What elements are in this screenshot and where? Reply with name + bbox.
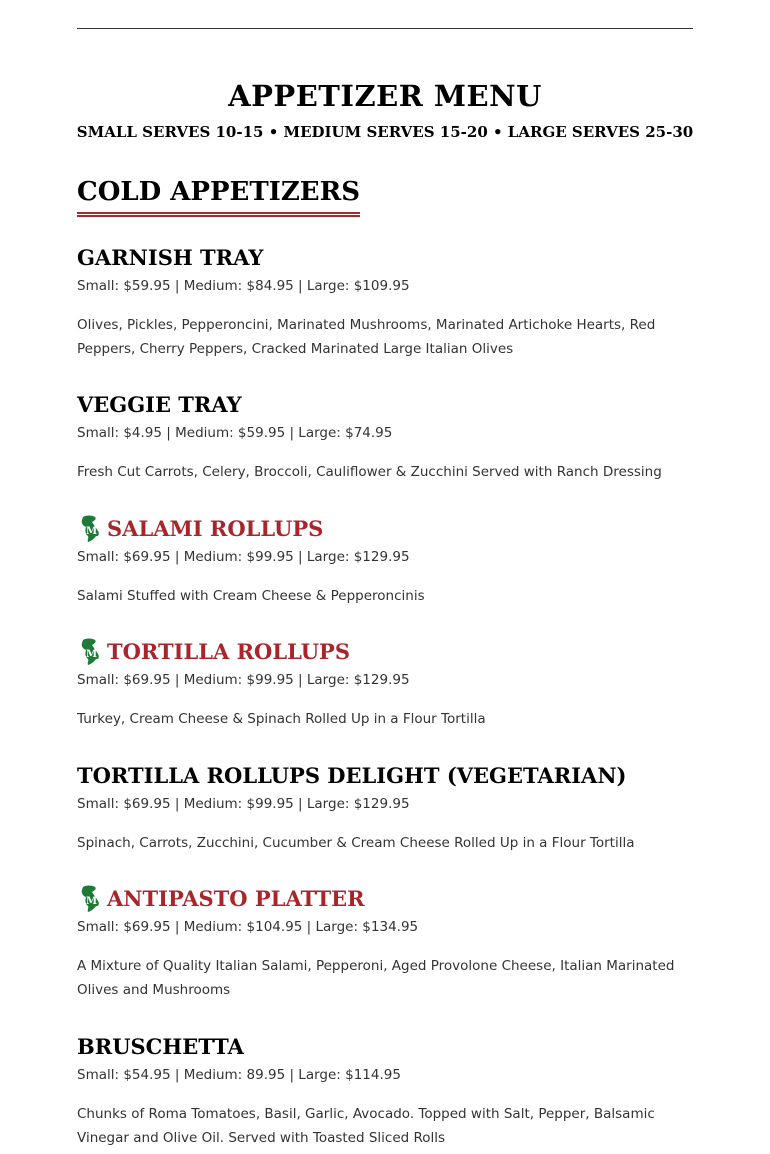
item-name: VEGGIE TRAY — [77, 392, 242, 417]
menu-item-antipasto-platter — [77, 884, 693, 1002]
item-name: M ANTIPASTO PLATTER — [77, 884, 693, 914]
item-description: Spinach, Carrots, Zucchini, Cucumber & Cream Cheese Rolled Up in a Flour Tortilla — [77, 835, 635, 851]
item-name: M TORTILLA ROLLUPS — [77, 637, 693, 667]
menu-item-tortilla-rollups-delight — [77, 761, 693, 855]
item-description: A Mixture of Quality Italian Salami, Pepperoni, Aged Provolone Cheese, Italian Marinated Olives and Mushrooms — [77, 958, 675, 998]
item-prices: Small: $69.95 | Medium: $104.95 | Large: $134.95 — [77, 919, 419, 935]
item-prices: Small: $4.95 | Medium: $59.95 | Large: $74.95 — [77, 425, 393, 441]
svg-text:M: M — [86, 649, 98, 660]
item-prices: Small: $69.95 | Medium: $99.95 | Large: $129.95 — [77, 549, 410, 565]
italy-map-logo-icon — [77, 884, 103, 914]
serving-size-info: SMALL SERVES 10-15 • MEDIUM SERVES 15-20 • LARGE SERVES 25-30 — [76, 123, 694, 141]
item-description: Chunks of Roma Tomatoes, Basil, Garlic, Avocado. Topped with Salt, Pepper, Balsamic Vinegar and Olive Oil. Served with Toasted Sliced Rolls — [77, 1106, 655, 1146]
menu-item-tortilla-rollups — [77, 637, 693, 731]
section-heading-cold-appetizers: COLD APPETIZERS — [77, 174, 360, 217]
item-prices: Small: $69.95 | Medium: $99.95 | Large: $129.95 — [77, 672, 410, 688]
menu-item-salami-rollups — [77, 514, 693, 608]
item-prices: Small: $54.95 | Medium: 89.95 | Large: $114.95 — [77, 1067, 401, 1083]
italy-map-logo-icon — [77, 637, 103, 667]
menu-item-garnish-tray — [77, 243, 693, 361]
item-prices: Small: $69.95 | Medium: $99.95 | Large: $129.95 — [77, 796, 410, 812]
item-description: Turkey, Cream Cheese & Spinach Rolled Up in a Flour Tortilla — [77, 711, 486, 727]
svg-text:M: M — [86, 896, 98, 907]
item-description: Salami Stuffed with Cream Cheese & Pepperoncinis — [77, 588, 425, 604]
page-title: APPETIZER MENU — [228, 79, 542, 113]
item-description: Olives, Pickles, Pepperoncini, Marinated Mushrooms, Marinated Artichoke Hearts, Red Peppers, Cherry Peppers, Cracked Marinated Large Italian Olives — [77, 317, 656, 357]
item-name: M SALAMI ROLLUPS — [77, 514, 693, 544]
item-description: Fresh Cut Carrots, Celery, Broccoli, Cauliflower & Zucchini Served with Ranch Dressing — [77, 464, 662, 480]
italy-map-logo-icon — [77, 514, 103, 544]
item-prices: Small: $59.95 | Medium: $84.95 | Large: $109.95 — [77, 278, 410, 294]
menu-item-bruschetta — [77, 1032, 693, 1150]
svg-text:M: M — [86, 526, 98, 537]
item-name: GARNISH TRAY — [77, 245, 264, 270]
item-name: BRUSCHETTA — [77, 1034, 244, 1059]
menu-item-veggie-tray — [77, 390, 693, 484]
top-divider — [77, 28, 693, 29]
item-name: TORTILLA ROLLUPS DELIGHT (VEGETARIAN) — [77, 763, 627, 788]
